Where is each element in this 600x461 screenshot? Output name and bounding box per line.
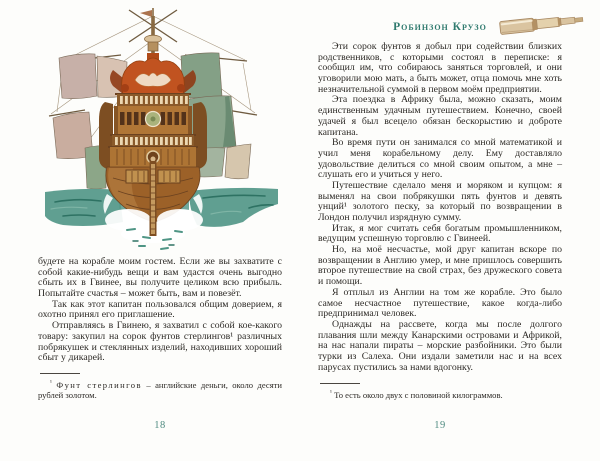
right-page [318, 0, 562, 461]
paragraph: Эта поездка в Африку была, можно сказать, моим единственным удачным путешествием. Конечно, своей удачей я был всецело обязан бескорыстию и доброте капитана. [318, 94, 562, 138]
ship-illustration-svg [43, 8, 280, 251]
page-number-right: 19 [434, 420, 446, 431]
left-page [38, 0, 282, 461]
pennant [140, 10, 152, 17]
galleon-stern-illustration [43, 8, 280, 251]
footnote-text [318, 388, 562, 401]
left-text-block [38, 257, 282, 364]
footnote-text [38, 378, 282, 401]
footnote-rule [40, 373, 80, 374]
spyglass-svg [496, 7, 592, 41]
footnote-marker: ¹ [330, 389, 332, 396]
paragraph: Путешествие сделало меня и моряком и купцом: я выменял на свои побрякушки пять фунтов и девять унций¹ золотого песку, за который по возвращении в Лондон получил изрядную сумму. [318, 179, 562, 223]
paragraph: Так как этот капитан пользовался общим доверием, я охотно принял его приглашение. [38, 298, 282, 321]
running-head: Робинзон Крузо [393, 21, 487, 33]
mast-housing [148, 42, 158, 51]
footnote-rest: То есть около двух с половиной килограммов. [334, 389, 503, 400]
page-number-left: 18 [154, 420, 166, 431]
paragraph: Эти сорок фунтов я добыл при содействии близких родственников, с которыми состоял в переписке: я сообщил им, что собираюсь заняться торговлей, и они уговорили мою мать, а быть может, отца помочь мне хоть незначительной суммой в первом моём предприятии. [318, 41, 562, 95]
paragraph: Итак, я мог считать себя богатым промышленником, ведущим успешную торговлю с Гвинеей. [318, 222, 562, 245]
paragraph: будете на корабле моим гостем. Если же вы захватите с собой какие-нибудь вещи и вам удастся очень выгодно сбыть их в Гвинее, вы получите целиком всю прибыль. Попытайте счастья – может быть, вам и повезёт. [38, 256, 282, 300]
paragraph: Во время пути он занимался со мной математикой и учил меня корабельному делу. Ему доставляло удовольствие делиться со мной своим опытом, а мне – слушать его и учиться у него. [318, 137, 562, 181]
right-text-block [318, 42, 562, 373]
right-footnote [318, 383, 562, 401]
footnote-marker: ¹ [50, 379, 52, 386]
paragraph: Но, на моё несчастье, мой друг капитан вскоре по возвращении в Англию умер, и мне пришлось совершить второе путешествие на свой страх, без дружеского совета и помощи. [318, 244, 562, 288]
paragraph: Однажды на рассвете, когда мы после долгого плавания шли между Канарскими островами и Африкой, на нас напали пираты – морские разбойники. Это были турки из Салеха. Они издали заметили нас и на всех парусах пустились за нами вдогонку. [318, 318, 562, 373]
spyglass-icon [496, 7, 592, 41]
footnote-rule [320, 383, 360, 384]
footnote-term: Фунт стерлингов [56, 379, 142, 390]
rudder-ladder [150, 157, 157, 237]
paragraph: Отправляясь в Гвинею, я захватил с собой кое-какого товару: закупил на сорок фунтов стерлингов¹ различных побрякушек и стеклянных изделий, находивших хороший сбыт у дикарей. [38, 320, 282, 364]
paragraph: Я отплыл из Англии на том же корабле. Это было самое несчастное путешествие, какое когда-либо предпринимал человек. [318, 286, 562, 320]
footnote-rest: – английские деньги, около десяти рублей золотом. [38, 379, 283, 400]
left-footnote [38, 373, 282, 401]
